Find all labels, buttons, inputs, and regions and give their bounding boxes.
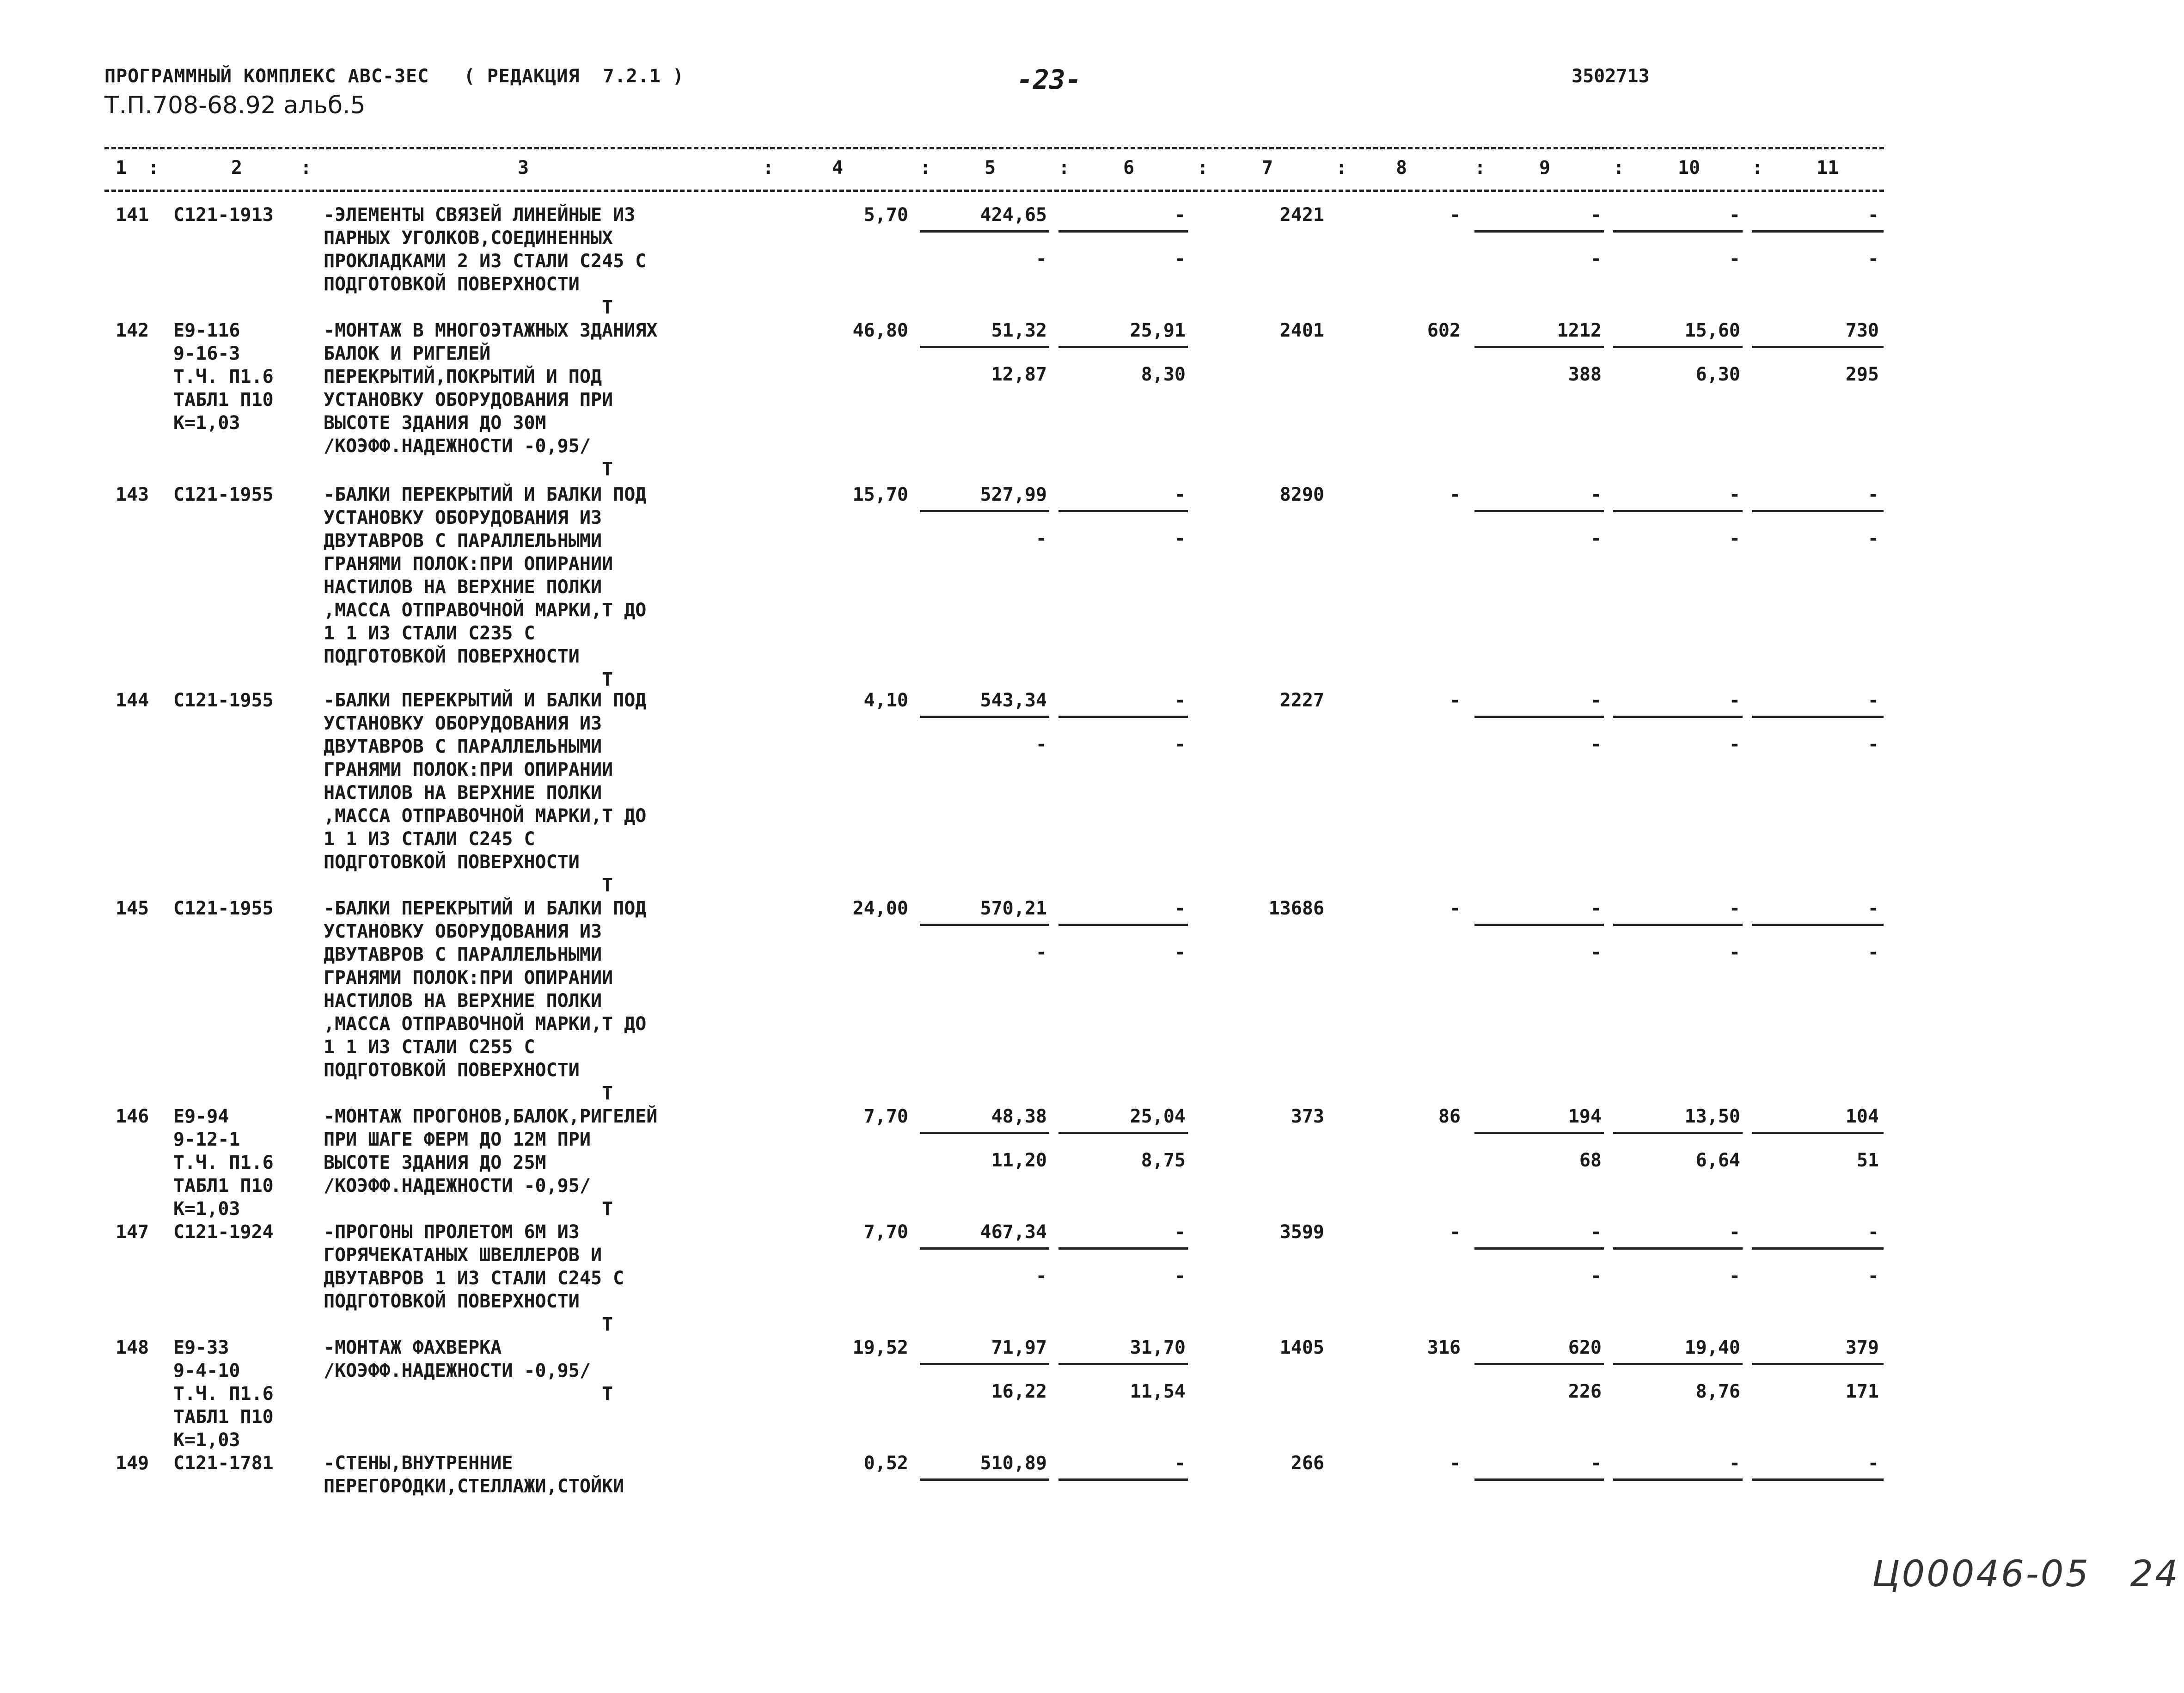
value-col-9-sub: - [1590,528,1602,549]
value-col-5: 510,89 [980,1453,1047,1474]
value-col-7: 266 [1291,1453,1324,1474]
value-divider [1613,1363,1743,1365]
value-col-7: 1405 [1279,1337,1324,1358]
column-header-6: 6 [1123,157,1135,178]
value-col-9: - [1590,204,1602,226]
work-code: С121-1955 [173,898,274,919]
value-col-11: - [1867,484,1879,505]
work-description: ПРИ ШАГЕ ФЕРМ ДО 12М ПРИ [324,1129,591,1150]
value-col-9: 1212 [1557,320,1602,341]
work-description: /КОЭФФ.НАДЕЖНОСТИ -0,95/ [324,1175,591,1196]
row-number: 148 [116,1337,149,1358]
value-col-9-sub: 226 [1568,1381,1602,1402]
column-header-5: 5 [985,157,996,178]
column-separator: : [1058,157,1070,178]
work-code: К=1,03 [173,412,240,434]
value-col-5-sub: - [1035,734,1047,755]
work-description: Т [324,875,613,896]
value-col-10: - [1729,204,1740,226]
value-col-4: 4,10 [863,690,908,711]
value-divider [1613,1478,1743,1481]
value-col-5-sub: - [1035,528,1047,549]
value-col-4: 24,00 [852,898,908,919]
value-col-11-sub: - [1867,942,1879,963]
value-col-5-sub: - [1035,1265,1047,1287]
work-code: 9-12-1 [173,1129,240,1150]
column-header-7: 7 [1262,157,1273,178]
value-divider [1752,346,1884,348]
work-description: ПЕРЕКРЫТИЙ,ПОКРЫТИЙ И ПОД [324,366,602,387]
value-divider [1058,716,1188,718]
value-col-7: 2421 [1279,204,1324,226]
value-col-5: 424,65 [980,204,1047,226]
value-divider [1474,1478,1604,1481]
value-col-10: - [1729,690,1740,711]
value-divider [1752,230,1884,233]
value-divider [920,230,1049,233]
value-col-10-sub: - [1729,1265,1740,1287]
value-col-11-sub: - [1867,248,1879,270]
value-col-8: 86 [1438,1106,1461,1127]
value-col-10: - [1729,484,1740,505]
work-description: Т [324,1314,613,1335]
value-col-6: - [1174,1221,1186,1243]
value-divider [1474,1247,1604,1250]
value-col-6-sub: - [1174,734,1186,755]
value-col-8: - [1449,898,1461,919]
work-description: Т [324,459,613,480]
value-col-7: 373 [1291,1106,1324,1127]
value-col-10: - [1729,898,1740,919]
value-col-5-sub: - [1035,248,1047,270]
value-col-5: 570,21 [980,898,1047,919]
value-divider [1474,230,1604,233]
value-col-10-sub: - [1729,942,1740,963]
value-col-10: 19,40 [1684,1337,1740,1358]
value-col-9-sub: - [1590,1265,1602,1287]
value-col-7: 13686 [1268,898,1324,919]
work-description: -МОНТАЖ В МНОГОЭТАЖНЫХ ЗДАНИЯХ [324,320,658,341]
value-divider [920,510,1049,512]
value-divider [920,1478,1049,1481]
row-number: 149 [116,1453,149,1474]
value-col-10-sub: 6,64 [1695,1150,1740,1171]
value-divider [1613,510,1743,512]
work-code: С121-1955 [173,690,274,711]
work-description: НАСТИЛОВ НА ВЕРХНИЕ ПОЛКИ [324,782,602,804]
value-col-8: - [1449,1221,1461,1243]
work-code: С121-1924 [173,1221,274,1243]
handwritten-stamp: Ц00046-05 24 [1872,1553,2180,1595]
value-divider [1058,1247,1188,1250]
value-col-6: - [1174,898,1186,919]
column-separator: : [1752,157,1763,178]
column-separator: : [1197,157,1209,178]
row-number: 145 [116,898,149,919]
value-divider [1058,924,1188,926]
work-description: БАЛОК И РИГЕЛЕЙ [324,343,491,364]
work-description: ГРАНЯМИ ПОЛОК:ПРИ ОПИРАНИИ [324,553,613,575]
work-description: 1 1 ИЗ СТАЛИ С245 С [324,828,535,850]
value-col-10-sub: - [1729,528,1740,549]
value-col-9: 620 [1568,1337,1602,1358]
work-description: -МОНТАЖ ФАХВЕРКА [324,1337,502,1358]
work-description: ПОДГОТОВКОЙ ПОВЕРХНОСТИ [324,1060,580,1081]
value-col-10-sub: - [1729,734,1740,755]
document-code: 3502713 [1572,66,1650,87]
work-code: Е9-33 [173,1337,229,1358]
value-col-6-sub: - [1174,528,1186,549]
work-description: -СТЕНЫ,ВНУТРЕННИЕ [324,1453,513,1474]
work-description: УСТАНОВКУ ОБОРУДОВАНИЯ ИЗ [324,921,602,942]
work-description: -БАЛКИ ПЕРЕКРЫТИЙ И БАЛКИ ПОД [324,484,647,505]
value-col-7: 3599 [1279,1221,1324,1243]
value-col-6: 25,04 [1130,1106,1186,1127]
column-header-4: 4 [832,157,844,178]
value-col-11: - [1867,1221,1879,1243]
work-code: ТАБЛ1 П10 [173,1175,274,1196]
value-col-9: - [1590,1453,1602,1474]
work-code: С121-1913 [173,204,274,226]
value-col-9-sub: - [1590,248,1602,270]
value-col-9-sub: - [1590,942,1602,963]
work-description: ГРАНЯМИ ПОЛОК:ПРИ ОПИРАНИИ [324,967,613,988]
work-description: ПОДГОТОВКОЙ ПОВЕРХНОСТИ [324,1291,580,1312]
value-divider [1613,1132,1743,1134]
work-code: Т.Ч. П1.6 [173,1383,274,1405]
value-col-9-sub: 388 [1568,364,1602,385]
row-number: 143 [116,484,149,505]
value-divider [1058,510,1188,512]
value-col-6: - [1174,204,1186,226]
work-description: ДВУТАВРОВ 1 ИЗ СТАЛИ С245 С [324,1268,624,1289]
value-divider [1058,230,1188,233]
work-description: НАСТИЛОВ НА ВЕРХНИЕ ПОЛКИ [324,577,602,598]
value-col-7: 2401 [1279,320,1324,341]
work-description: ПОДГОТОВКОЙ ПОВЕРХНОСТИ [324,646,580,667]
value-col-9: 194 [1568,1106,1602,1127]
work-description: УСТАНОВКУ ОБОРУДОВАНИЯ ПРИ [324,389,613,411]
work-description: НАСТИЛОВ НА ВЕРХНИЕ ПОЛКИ [324,990,602,1012]
value-col-11: - [1867,898,1879,919]
value-col-4: 0,52 [863,1453,908,1474]
value-col-6: - [1174,690,1186,711]
value-col-5-sub: 11,20 [991,1150,1047,1171]
value-col-5: 51,32 [991,320,1047,341]
column-separator: : [148,157,159,178]
work-description: ДВУТАВРОВ С ПАРАЛЛЕЛЬНЫМИ [324,736,602,757]
value-col-6-sub: - [1174,1265,1186,1287]
value-col-10-sub: 8,76 [1695,1381,1740,1402]
value-divider [1058,1132,1188,1134]
value-divider [1474,1132,1604,1134]
value-divider [920,1247,1049,1250]
value-divider [1613,716,1743,718]
value-divider [1474,510,1604,512]
value-col-11-sub: - [1867,734,1879,755]
work-description: ПАРНЫХ УГОЛКОВ,СОЕДИНЕННЫХ [324,227,613,249]
work-description: Т [324,297,613,318]
work-description: -БАЛКИ ПЕРЕКРЫТИЙ И БАЛКИ ПОД [324,690,647,711]
work-code: ТАБЛ1 П10 [173,1406,274,1428]
value-col-11: 104 [1845,1106,1879,1127]
work-code: Е9-116 [173,320,240,341]
work-code: Т.Ч. П1.6 [173,366,274,387]
work-description: ПРОКЛАДКАМИ 2 ИЗ СТАЛИ С245 С [324,251,647,272]
value-col-11-sub: 51 [1856,1150,1879,1171]
value-divider [920,1363,1049,1365]
value-col-10: 13,50 [1684,1106,1740,1127]
value-divider [1752,1132,1884,1134]
column-header-10: 10 [1678,157,1701,178]
value-divider [1474,346,1604,348]
value-col-5-sub: 16,22 [991,1381,1047,1402]
work-description: ГОРЯЧЕКАТАНЫХ ШВЕЛЛЕРОВ И [324,1245,602,1266]
value-col-5: 71,97 [991,1337,1047,1358]
column-header-2: 2 [231,157,243,178]
work-code: 9-16-3 [173,343,240,364]
value-col-6: - [1174,1453,1186,1474]
value-col-4: 15,70 [852,484,908,505]
value-col-6-sub: 11,54 [1130,1381,1186,1402]
value-divider [1752,1247,1884,1250]
table-top-rule [104,147,1884,149]
work-code: С121-1781 [173,1453,274,1474]
value-col-6: 31,70 [1130,1337,1186,1358]
page-number: -23- [1017,64,1082,95]
value-col-8: 602 [1427,320,1461,341]
value-divider [1474,924,1604,926]
work-code: К=1,03 [173,1198,240,1220]
work-description: -БАЛКИ ПЕРЕКРЫТИЙ И БАЛКИ ПОД [324,898,647,919]
value-divider [1752,1363,1884,1365]
work-description: ДВУТАВРОВ С ПАРАЛЛЕЛЬНЫМИ [324,944,602,965]
value-col-4: 5,70 [863,204,908,226]
column-header-8: 8 [1396,157,1407,178]
column-separator: : [300,157,312,178]
column-separator: : [1613,157,1625,178]
work-description: ,МАССА ОТПРАВОЧНОЙ МАРКИ,Т ДО [324,805,647,827]
value-divider [1613,924,1743,926]
work-description: УСТАНОВКУ ОБОРУДОВАНИЯ ИЗ [324,713,602,734]
value-col-8: - [1449,204,1461,226]
work-description: ПОДГОТОВКОЙ ПОВЕРХНОСТИ [324,274,580,295]
value-col-9-sub: 68 [1579,1150,1602,1171]
value-col-9: - [1590,690,1602,711]
work-description: Т [324,1198,613,1220]
value-divider [1752,924,1884,926]
column-separator: : [763,157,774,178]
value-divider [1752,716,1884,718]
value-col-11-sub: 295 [1845,364,1879,385]
work-code: ТАБЛ1 П10 [173,389,274,411]
value-col-10: - [1729,1221,1740,1243]
work-description: 1 1 ИЗ СТАЛИ С255 С [324,1037,535,1058]
value-col-5: 467,34 [980,1221,1047,1243]
value-divider [920,1132,1049,1134]
project-reference: Т.П.708-68.92 альб.5 [104,92,366,119]
value-col-11: 379 [1845,1337,1879,1358]
work-description: ПЕРЕГОРОДКИ,СТЕЛЛАЖИ,СТОЙКИ [324,1476,624,1497]
value-col-11-sub: - [1867,528,1879,549]
work-description: ПОДГОТОВКОЙ ПОВЕРХНОСТИ [324,852,580,873]
value-col-6-sub: - [1174,248,1186,270]
value-divider [1752,510,1884,512]
value-divider [1613,1247,1743,1250]
value-col-11: 730 [1845,320,1879,341]
value-divider [920,346,1049,348]
value-col-10: 15,60 [1684,320,1740,341]
column-separator: : [1474,157,1486,178]
value-col-11: - [1867,204,1879,226]
work-description: ДВУТАВРОВ С ПАРАЛЛЕЛЬНЫМИ [324,530,602,552]
row-number: 146 [116,1106,149,1127]
work-description: ВЫСОТЕ ЗДАНИЯ ДО 25М [324,1152,546,1173]
work-description: ,МАССА ОТПРАВОЧНОЙ МАРКИ,Т ДО [324,1013,647,1035]
value-col-8: - [1449,690,1461,711]
value-col-8: 316 [1427,1337,1461,1358]
value-col-9: - [1590,1221,1602,1243]
value-col-5-sub: - [1035,942,1047,963]
work-code: С121-1955 [173,484,274,505]
value-divider [920,716,1049,718]
work-description: ГРАНЯМИ ПОЛОК:ПРИ ОПИРАНИИ [324,759,613,780]
work-description: Т [324,1383,613,1405]
work-code: Е9-94 [173,1106,229,1127]
value-col-10-sub: 6,30 [1695,364,1740,385]
work-description: Т [324,669,613,690]
column-header-9: 9 [1539,157,1551,178]
value-col-6: - [1174,484,1186,505]
work-description: ,МАССА ОТПРАВОЧНОЙ МАРКИ,Т ДО [324,600,647,621]
value-col-5: 48,38 [991,1106,1047,1127]
work-code: 9-4-10 [173,1360,240,1381]
value-col-6-sub: - [1174,942,1186,963]
value-col-10-sub: - [1729,248,1740,270]
column-separator: : [920,157,931,178]
value-divider [1474,1363,1604,1365]
value-col-11-sub: - [1867,1265,1879,1287]
value-divider [1474,716,1604,718]
value-col-4: 46,80 [852,320,908,341]
program-title: ПРОГРАММНЫЙ КОМПЛЕКС АВС-ЗЕС ( РЕДАКЦИЯ 7.2.1 ) [104,66,685,87]
value-divider [1058,346,1188,348]
value-col-11-sub: 171 [1845,1381,1879,1402]
work-description: 1 1 ИЗ СТАЛИ С235 С [324,623,535,644]
work-code: Т.Ч. П1.6 [173,1152,274,1173]
row-number: 142 [116,320,149,341]
column-header-11: 11 [1817,157,1839,178]
value-divider [1752,1478,1884,1481]
value-col-6-sub: 8,75 [1141,1150,1186,1171]
value-col-9: - [1590,484,1602,505]
value-divider [1613,346,1743,348]
value-col-4: 7,70 [863,1221,908,1243]
work-description: УСТАНОВКУ ОБОРУДОВАНИЯ ИЗ [324,507,602,528]
work-description: -ЭЛЕМЕНТЫ СВЯЗЕЙ ЛИНЕЙНЫЕ ИЗ [324,204,636,226]
value-col-9: - [1590,898,1602,919]
value-col-5: 527,99 [980,484,1047,505]
work-description: -МОНТАЖ ПРОГОНОВ,БАЛОК,РИГЕЛЕЙ [324,1106,658,1127]
work-description: /КОЭФФ.НАДЕЖНОСТИ -0,95/ [324,1360,591,1381]
table-header-rule [104,190,1884,192]
value-col-11: - [1867,1453,1879,1474]
work-description: /КОЭФФ.НАДЕЖНОСТИ -0,95/ [324,436,591,457]
work-description: -ПРОГОНЫ ПРОЛЕТОМ 6М ИЗ [324,1221,580,1243]
value-col-4: 19,52 [852,1337,908,1358]
value-col-9-sub: - [1590,734,1602,755]
value-divider [920,924,1049,926]
work-description: Т [324,1083,613,1104]
column-header-3: 3 [518,157,529,178]
value-col-4: 7,70 [863,1106,908,1127]
value-col-11: - [1867,690,1879,711]
value-divider [1058,1478,1188,1481]
value-col-5: 543,34 [980,690,1047,711]
value-divider [1058,1363,1188,1365]
value-col-6-sub: 8,30 [1141,364,1186,385]
row-number: 147 [116,1221,149,1243]
row-number: 144 [116,690,149,711]
value-col-8: - [1449,1453,1461,1474]
value-col-5-sub: 12,87 [991,364,1047,385]
value-divider [1613,230,1743,233]
row-number: 141 [116,204,149,226]
column-separator: : [1336,157,1347,178]
value-col-6: 25,91 [1130,320,1186,341]
value-col-7: 8290 [1279,484,1324,505]
work-description: ВЫСОТЕ ЗДАНИЯ ДО 30М [324,412,546,434]
column-header-1: 1 [116,157,127,178]
value-col-7: 2227 [1279,690,1324,711]
value-col-8: - [1449,484,1461,505]
work-code: К=1,03 [173,1429,240,1451]
value-col-10: - [1729,1453,1740,1474]
